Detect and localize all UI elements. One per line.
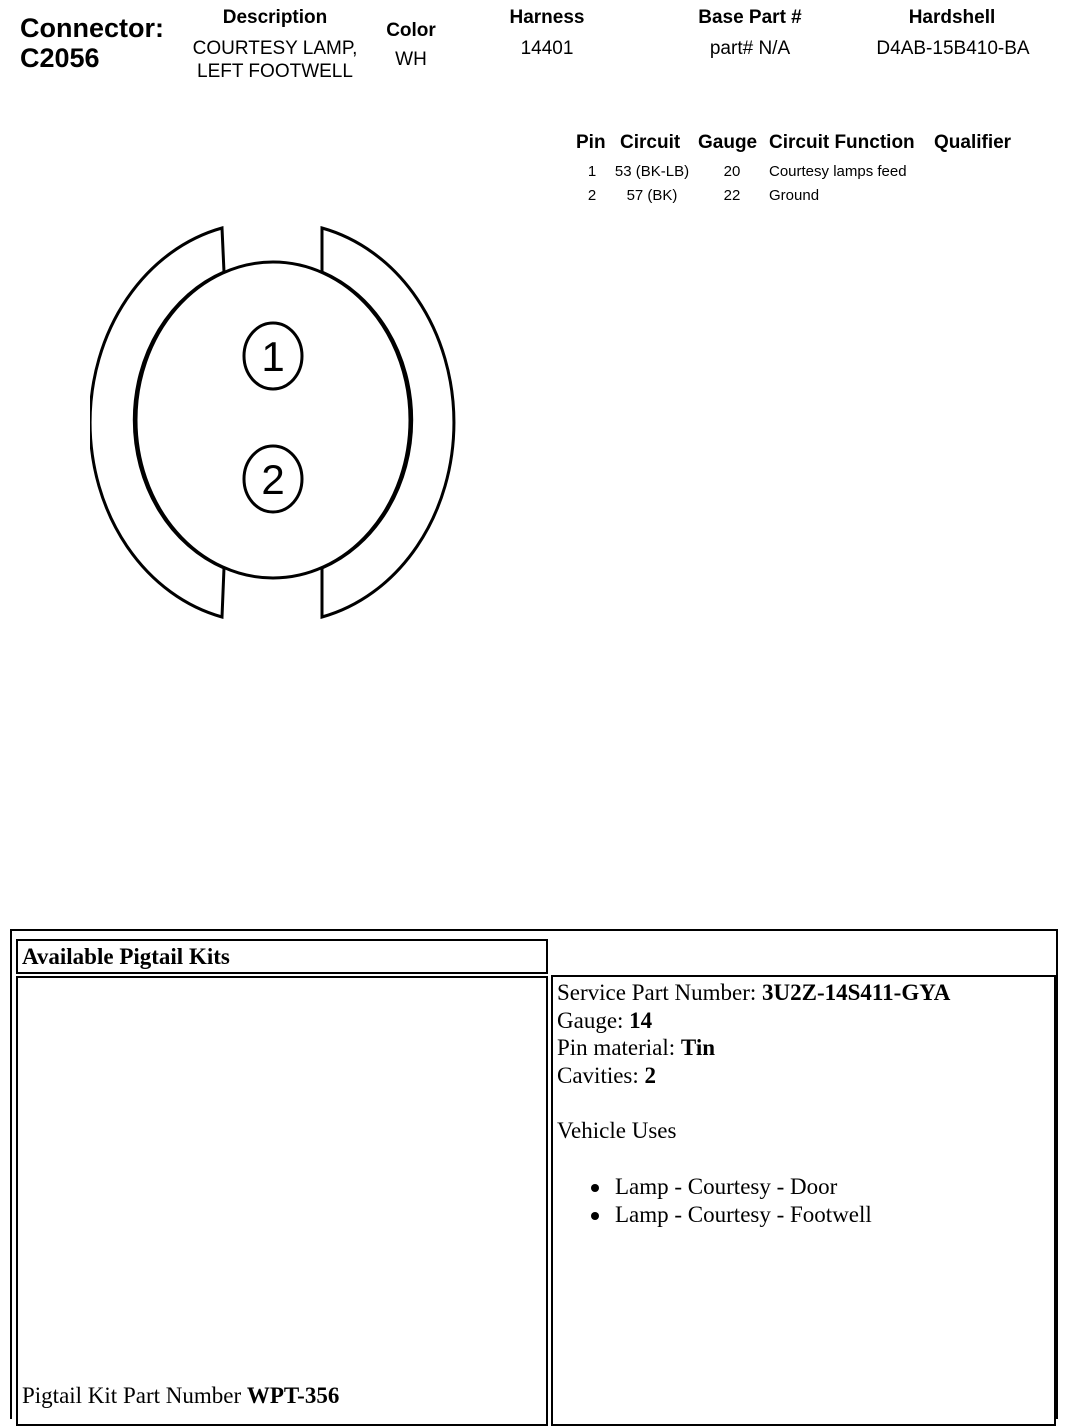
service-part-value: 3U2Z-14S411-GYA: [762, 980, 951, 1005]
pigtail-kit-part-number: [22, 1383, 339, 1409]
pigtail-title: Available Pigtail Kits: [22, 944, 230, 969]
gauge-label: Gauge:: [557, 1008, 630, 1033]
harness-value: 14401: [520, 38, 574, 59]
connector-face-diagram: [90, 220, 460, 630]
function-cell: Ground: [769, 187, 820, 204]
description-line1: COURTESY LAMP,: [192, 38, 358, 59]
kit-part-value: WPT-356: [246, 1383, 340, 1408]
connector-id: C2056: [20, 43, 100, 73]
gauge-cell: 22: [723, 187, 741, 204]
left-shroud: [90, 228, 224, 617]
pigtail-image-box: [16, 976, 548, 1426]
gauge-header: Gauge: [698, 132, 758, 153]
circuit-header: Circuit: [620, 132, 681, 153]
pin-material-line: [557, 1035, 715, 1061]
pin-material-value: Tin: [680, 1035, 716, 1060]
cavities-label: Cavities:: [557, 1063, 645, 1088]
list-item: [591, 1201, 872, 1229]
pin-label-2: 2: [261, 456, 285, 503]
right-shroud: [322, 228, 454, 617]
vehicle-use-text: Lamp - Courtesy - Door: [615, 1174, 838, 1199]
circuit-cell: 57 (BK): [626, 187, 678, 204]
bullet-icon: [591, 1212, 599, 1220]
color-label: Color: [386, 20, 436, 41]
list-item: [591, 1173, 872, 1201]
connector-label: Connector:: [20, 13, 164, 43]
color-value: WH: [395, 49, 427, 70]
circuit-cell: 53 (BK-LB): [614, 163, 690, 180]
pin-header: Pin: [576, 132, 606, 153]
base-part-value: part# N/A: [709, 38, 791, 59]
base-part-label: Base Part #: [698, 7, 802, 28]
circuit-function-header: Circuit Function: [769, 132, 915, 153]
service-part-line: [557, 980, 950, 1006]
pigtail-title-box: [16, 939, 548, 974]
description-line2: LEFT FOOTWELL: [197, 61, 353, 82]
cavities-value: 2: [644, 1063, 657, 1088]
pigtail-kits-section: [10, 929, 1058, 1419]
function-cell: Courtesy lamps feed: [769, 163, 907, 180]
bullet-icon: [591, 1184, 599, 1192]
cavities-line: [557, 1063, 656, 1089]
vehicle-use-text: Lamp - Courtesy - Footwell: [615, 1202, 872, 1227]
pin-cell: 1: [587, 163, 597, 180]
harness-label: Harness: [509, 7, 585, 28]
vehicle-uses-list: [591, 1173, 872, 1229]
hardshell-label: Hardshell: [908, 7, 996, 28]
pin-cell: 2: [587, 187, 597, 204]
qualifier-header: Qualifier: [934, 132, 1012, 153]
hardshell-value: D4AB-15B410-BA: [876, 38, 1030, 59]
kit-part-label: Pigtail Kit Part Number: [22, 1383, 247, 1408]
service-part-label: Service Part Number:: [557, 980, 763, 1005]
gauge-value: 14: [629, 1008, 653, 1033]
connector-body: [136, 262, 410, 578]
gauge-cell: 20: [723, 163, 741, 180]
description-label: Description: [222, 7, 328, 28]
pigtail-specs-box: [551, 975, 1056, 1426]
pin-material-label: Pin material:: [557, 1035, 681, 1060]
vehicle-uses-label: Vehicle Uses: [557, 1118, 677, 1143]
pin-label-1: 1: [261, 333, 285, 380]
gauge-line: [557, 1008, 652, 1034]
